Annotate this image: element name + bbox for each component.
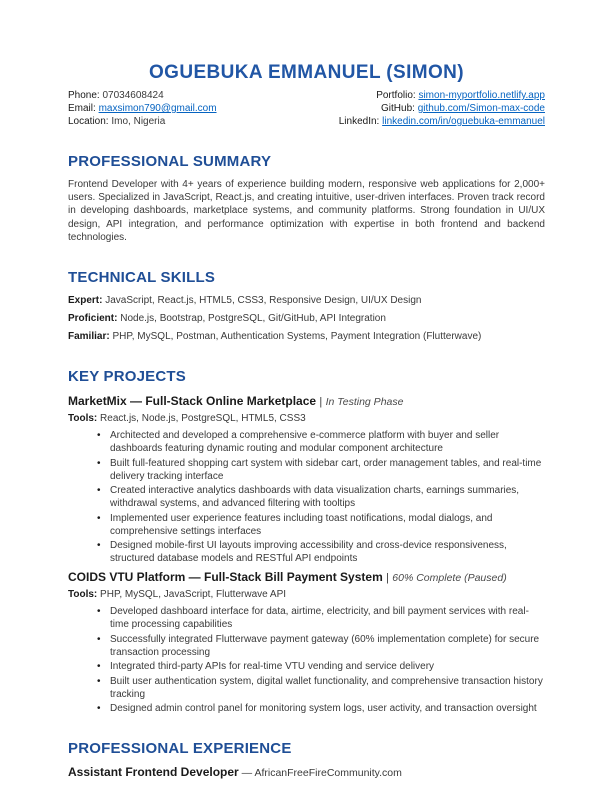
linkedin-row bbox=[339, 115, 545, 128]
github-row bbox=[339, 102, 545, 115]
github-link[interactable]: github.com/Simon-max-code bbox=[417, 103, 545, 114]
tools-value: React.js, Node.js, PostgreSQL, HTML5, CSS3 bbox=[100, 413, 306, 425]
project-title: MarketMix — Full-Stack Online Marketplace bbox=[68, 394, 317, 409]
contact-block bbox=[68, 89, 545, 128]
contact-right-column bbox=[339, 89, 545, 128]
location-row bbox=[68, 115, 217, 128]
project-bullet-list bbox=[68, 429, 545, 565]
project-title: COIDS VTU Platform — Full-Stack Bill Payment System bbox=[68, 570, 383, 585]
skills-heading: TECHNICAL SKILLS bbox=[68, 269, 216, 287]
project-bullet: • Built user authentication system, digital wallet functionality, and comprehensive transaction history tracking bbox=[110, 675, 545, 701]
skill-line-familiar bbox=[68, 330, 545, 343]
summary-heading: PROFESSIONAL SUMMARY bbox=[68, 153, 272, 170]
skill-value-expert: JavaScript, React.js, HTML5, CSS3, Responsive Design, UI/UX Design bbox=[105, 295, 422, 307]
section-key-projects bbox=[68, 368, 545, 715]
tools-value: PHP, MySQL, JavaScript, Flutterwave API bbox=[100, 589, 287, 601]
phone-label: Phone: bbox=[68, 90, 100, 101]
skill-label-expert: Expert: bbox=[68, 295, 103, 307]
project-bullet: • Designed mobile-first UI layouts improving accessibility and cross-device responsiveness, structured database models and RESTful API endpoints bbox=[110, 539, 545, 565]
projects-heading: KEY PROJECTS bbox=[68, 368, 186, 386]
skill-label-proficient: Proficient: bbox=[68, 313, 118, 325]
project-bullet: • Designed admin control panel for monitoring system logs, user activity, and transaction oversight bbox=[110, 702, 545, 715]
experience-heading: PROFESSIONAL EXPERIENCE bbox=[68, 740, 292, 758]
tools-label: Tools: bbox=[68, 413, 98, 425]
project-status: 60% Complete (Paused) bbox=[392, 572, 507, 585]
project-header bbox=[68, 393, 545, 410]
project-bullet: • Implemented user experience features including toast notifications, modal dialogs, and comprehensive settings interfaces bbox=[110, 512, 545, 538]
project-header bbox=[68, 569, 545, 586]
project-bullet: • Successfully integrated Flutterwave payment gateway (60% implementation complete) for secure transaction processing bbox=[110, 633, 545, 659]
project-bullet-list bbox=[68, 605, 545, 715]
skill-value-familiar: PHP, MySQL, Postman, Authentication Systems, Payment Integration (Flutterwave) bbox=[112, 331, 482, 343]
email-label: Email: bbox=[68, 103, 96, 114]
email-link[interactable]: maxsimon790@gmail.com bbox=[98, 103, 217, 114]
linkedin-link[interactable]: linkedin.com/in/oguebuka-emmanuel bbox=[382, 116, 545, 127]
section-professional-summary bbox=[68, 153, 545, 244]
skill-value-proficient: Node.js, Bootstrap, PostgreSQL, Git/GitHub, API Integration bbox=[120, 313, 386, 325]
project-status: In Testing Phase bbox=[325, 396, 404, 409]
tools-label: Tools: bbox=[68, 589, 98, 601]
portfolio-label: Portfolio: bbox=[376, 90, 416, 101]
email-row bbox=[68, 102, 217, 115]
project-bullet: • Developed dashboard interface for data, airtime, electricity, and bill payment services with real-time processing capabilities bbox=[110, 605, 545, 631]
skill-line-proficient bbox=[68, 312, 545, 325]
section-professional-experience bbox=[68, 740, 545, 781]
skill-line-expert bbox=[68, 294, 545, 307]
project-bullet: • Created interactive analytics dashboards with data visualization charts, earnings summaries, withdrawal systems, and advanced filtering with tooltips bbox=[110, 484, 545, 510]
location-label: Location: bbox=[68, 116, 109, 127]
experience-company: AfricanFreeFireCommunity.com bbox=[254, 767, 402, 780]
portfolio-link[interactable]: simon-myportfolio.netlify.app bbox=[418, 90, 545, 101]
phone-value: 07034608424 bbox=[102, 90, 164, 101]
project-bullet: • Integrated third-party APIs for real-time VTU vending and service delivery bbox=[110, 660, 545, 673]
github-label: GitHub: bbox=[381, 103, 415, 114]
project-bullet: • Architected and developed a comprehensive e-commerce platform with buyer and seller dashboards featuring dynamic routing and modular component architecture bbox=[110, 429, 545, 455]
project-tools-line bbox=[68, 588, 545, 601]
experience-entry bbox=[68, 765, 545, 781]
experience-role: Assistant Frontend Developer bbox=[68, 765, 239, 780]
project-bullet: • Built full-featured shopping cart system with sidebar cart, order management tables, and real-time delivery tracking interface bbox=[110, 457, 545, 483]
page-title: OGUEBUKA EMMANUEL (SIMON) bbox=[148, 62, 465, 83]
skill-label-familiar: Familiar: bbox=[68, 331, 110, 343]
location-value: Imo, Nigeria bbox=[111, 116, 166, 127]
phone-row bbox=[68, 89, 217, 102]
contact-left-column bbox=[68, 89, 217, 128]
experience-separator: — bbox=[241, 767, 253, 780]
project-separator: | bbox=[319, 396, 323, 409]
portfolio-row bbox=[339, 89, 545, 102]
project-coids-vtu bbox=[68, 569, 545, 715]
project-marketmix bbox=[68, 393, 545, 565]
summary-paragraph: Frontend Developer with 4+ years of experience building modern, responsive web applications for 2,000+ users. Specialized in JavaScript, React.js, and creating intuitive, user-driven interfaces. Proven track record in developing dashboards, marketplace systems, and community platforms. Strong foundation in UI/UX design, API integration, and performance optimization with expertise in both frontend and backend technologies. bbox=[68, 179, 545, 243]
linkedin-label: LinkedIn: bbox=[338, 116, 380, 127]
section-technical-skills bbox=[68, 269, 545, 343]
project-separator: | bbox=[386, 572, 389, 585]
project-tools-line bbox=[68, 412, 545, 425]
